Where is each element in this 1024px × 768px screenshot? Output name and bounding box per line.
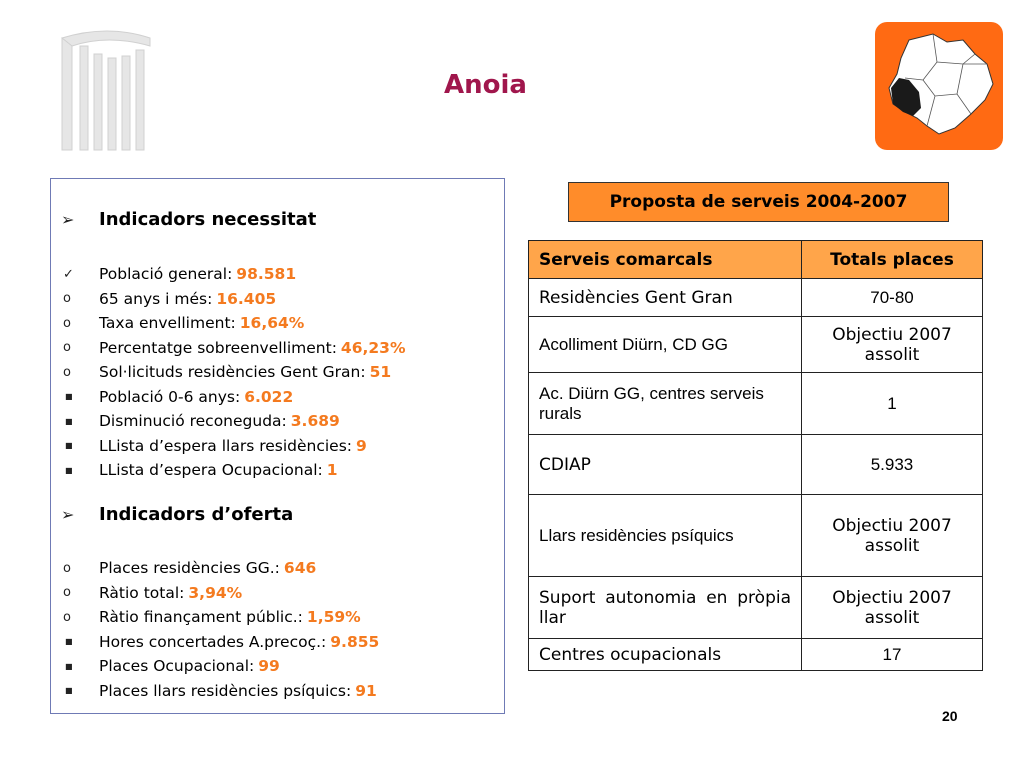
square-bullet-icon: ■ [65, 416, 73, 426]
circle-bullet-icon: o [63, 340, 71, 356]
places-cell: 70-80 [802, 279, 983, 317]
arrow-bullet-icon: ➢ [61, 505, 75, 524]
square-bullet-icon: ■ [65, 637, 73, 647]
table-header-row [529, 241, 983, 279]
list-item: ■ Hores concertades A.precoç.: 9.855 [61, 630, 379, 655]
square-bullet-icon: ■ [65, 465, 73, 475]
service-cell: Acolliment Diürn, CD GG [529, 317, 802, 373]
section-heading-oferta: ➢ Indicadors d’oferta [61, 504, 294, 525]
list-item: o Places residències GG.: 646 [63, 559, 317, 578]
column-header-places: Totals places [802, 241, 983, 279]
service-cell: Ac. Diürn GG, centres serveis rurals [529, 373, 802, 435]
square-bullet-icon: ■ [65, 392, 73, 402]
circle-bullet-icon: o [63, 315, 71, 331]
page-title: Anoia [444, 70, 527, 100]
places-cell: Objectiu 2007 assolit [802, 317, 983, 373]
list-item: o Taxa envelliment: 16,64% [63, 314, 305, 333]
circle-bullet-icon: o [63, 585, 71, 601]
region-map-icon [875, 22, 1003, 150]
places-cell: Objectiu 2007 assolit [802, 577, 983, 639]
list-item: ✓ Població general: 98.581 [63, 265, 297, 284]
list-item: o Percentatge sobreenvelliment: 46,23% [63, 338, 406, 357]
service-cell: Centres ocupacionals [529, 639, 802, 671]
section-heading-necessitat: ➢ Indicadors necessitat [61, 209, 317, 230]
indicators-oferta-list [61, 556, 379, 703]
list-item: o Ràtio total: 3,94% [63, 583, 243, 602]
square-bullet-icon: ■ [65, 661, 73, 671]
square-bullet-icon: ■ [65, 441, 73, 451]
list-item: ■ Places llars residències psíquics: 91 [61, 679, 379, 704]
list-item: ■ Places Ocupacional: 99 [61, 654, 379, 679]
service-cell: Suport autonomia en pròpia llar [529, 577, 802, 639]
list-item: ■ LLista d’espera Ocupacional: 1 [61, 458, 405, 483]
check-bullet-icon: ✓ [63, 266, 74, 282]
service-cell: CDIAP [529, 435, 802, 495]
column-header-services: Serveis comarcals [529, 241, 802, 279]
services-table [528, 240, 983, 671]
service-cell: Llars residències psíquics [529, 495, 802, 577]
list-item: ■ Disminució reconeguda: 3.689 [61, 409, 405, 434]
places-cell: Objectiu 2007 assolit [802, 495, 983, 577]
list-item: o 65 anys i més: 16.405 [63, 289, 277, 308]
indicators-necessitat-list [61, 262, 405, 483]
circle-bullet-icon: o [63, 609, 71, 625]
region-map [875, 22, 1003, 150]
places-cell: 5.933 [802, 435, 983, 495]
circle-bullet-icon: o [63, 560, 71, 576]
arrow-bullet-icon: ➢ [61, 210, 75, 229]
indicators-panel [50, 178, 505, 714]
list-item: o Ràtio finançament públic.: 1,59% [63, 608, 361, 627]
places-cell: 17 [802, 639, 983, 671]
table-row [529, 373, 983, 435]
table-row [529, 495, 983, 577]
service-cell: Residències Gent Gran [529, 279, 802, 317]
list-item: ■ LLista d’espera llars residències: 9 [61, 434, 405, 459]
circle-bullet-icon: o [63, 364, 71, 380]
page-number: 20 [942, 708, 958, 724]
list-item: o Sol·licituds residències Gent Gran: 51 [63, 363, 392, 382]
table-row [529, 435, 983, 495]
table-row [529, 317, 983, 373]
institution-logo [58, 28, 158, 153]
square-bullet-icon: ■ [65, 686, 73, 696]
list-item: ■ Població 0-6 anys: 6.022 [61, 385, 405, 410]
proposal-title: Proposta de serveis 2004-2007 [568, 182, 949, 222]
table-row [529, 577, 983, 639]
table-row [529, 639, 983, 671]
table-row [529, 279, 983, 317]
places-cell: 1 [802, 373, 983, 435]
circle-bullet-icon: o [63, 291, 71, 307]
